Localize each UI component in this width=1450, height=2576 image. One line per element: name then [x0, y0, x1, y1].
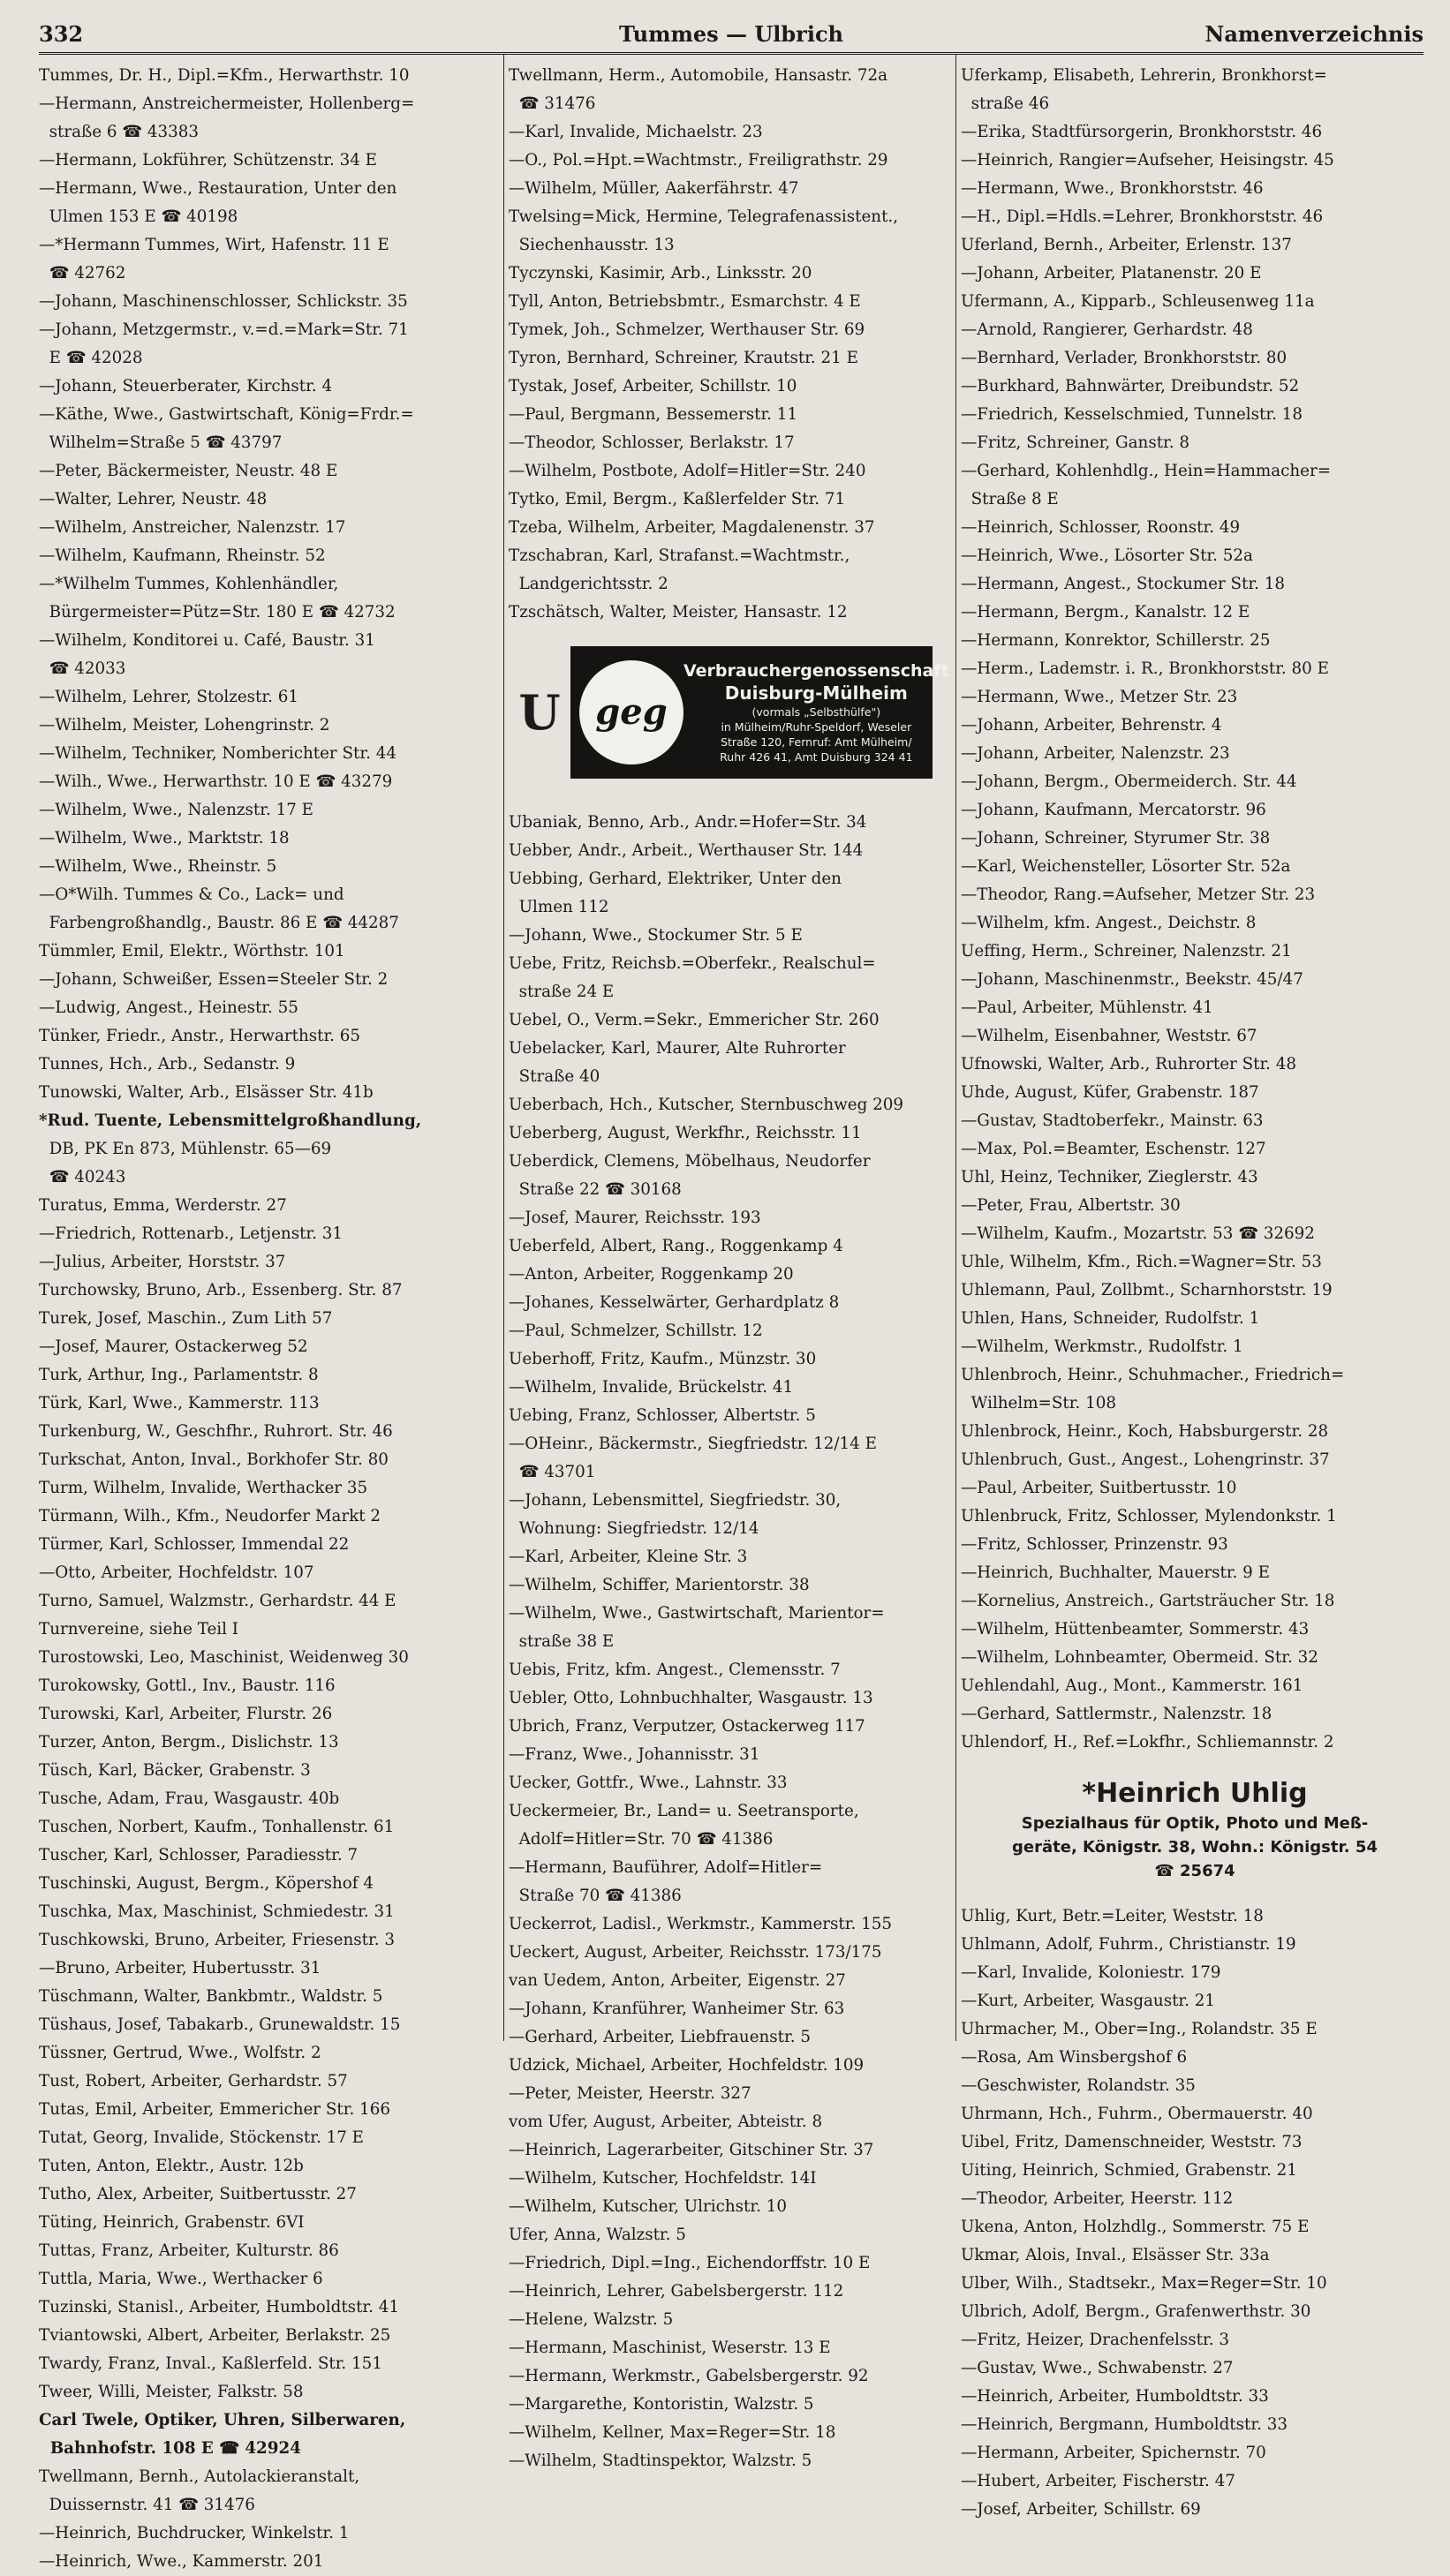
directory-entry: Uecker, Gottfr., Wwe., Lahnstr. 33: [509, 1774, 788, 1792]
directory-entry: —Josef, Arbeiter, Schillstr. 69: [961, 2500, 1201, 2519]
directory-entry: —Johann, Steuerberater, Kirchstr. 4: [39, 377, 333, 395]
directory-entry: Ulmen 153 E ☎ 40198: [39, 207, 238, 226]
directory-entry: —Paul, Arbeiter, Suitbertusstr. 10: [961, 1479, 1237, 1497]
directory-entry: Tunnes, Hch., Arb., Sedanstr. 9: [39, 1055, 296, 1073]
directory-entry: Tust, Robert, Arbeiter, Gerhardstr. 57: [39, 2072, 348, 2090]
directory-entry: straße 24 E: [509, 983, 615, 1001]
directory-entry: —Johann, Metzgermstr., v.=d.=Mark=Str. 71: [39, 320, 409, 339]
directory-entry: Tytko, Emil, Bergm., Kaßlerfelder Str. 71: [509, 490, 846, 508]
directory-entry: —OHeinr., Bäckermstr., Siegfriedstr. 12/14 E: [509, 1435, 877, 1453]
ad-name: *Heinrich Uhlig: [1082, 1778, 1308, 1809]
directory-entry: Turchowsky, Bruno, Arb., Essenberg. Str. 87: [39, 1281, 403, 1299]
directory-entry: Türmer, Karl, Schlosser, Immendal 22: [39, 1535, 350, 1554]
directory-entry: Turm, Wilhelm, Invalide, Werthacker 35: [39, 1479, 368, 1497]
directory-entry: Uhlendorf, H., Ref.=Lokfhr., Schliemannstr. 2: [961, 1733, 1334, 1751]
directory-entry: —Wilh., Wwe., Herwarthstr. 10 E ☎ 43279: [39, 772, 393, 791]
directory-entry: Twellmann, Bernh., Autolackieranstalt,: [39, 2467, 360, 2486]
directory-entry: —Paul, Arbeiter, Mühlenstr. 41: [961, 998, 1213, 1017]
directory-entry: Uebber, Andr., Arbeit., Werthauser Str. 144: [509, 841, 864, 860]
directory-entry: Uhde, August, Küfer, Grabenstr. 187: [961, 1083, 1259, 1102]
directory-entry: Uebler, Otto, Lohnbuchhalter, Wasgaustr. 13: [509, 1689, 873, 1707]
directory-entry: —Geschwister, Rolandstr. 35: [961, 2076, 1196, 2095]
directory-entry: ☎ 42033: [39, 659, 126, 678]
directory-entry: Uiting, Heinrich, Schmied, Grabenstr. 21: [961, 2161, 1297, 2180]
section-title: Namenverzeichnis: [1205, 21, 1424, 47]
directory-entry: vom Ufer, August, Arbeiter, Abteistr. 8: [509, 2113, 823, 2131]
directory-entry: —Hermann, Angest., Stockumer Str. 18: [961, 575, 1285, 593]
directory-entry: Uhl, Heinz, Techniker, Zieglerstr. 43: [961, 1168, 1258, 1186]
directory-entry: Bahnhofstr. 108 E ☎ 42924: [39, 2439, 301, 2458]
directory-entry: Ueckermeier, Br., Land= u. Seetransporte,: [509, 1802, 859, 1820]
directory-entry: Ueberdick, Clemens, Möbelhaus, Neudorfer: [509, 1152, 871, 1171]
directory-entry: —Erika, Stadtfürsorgerin, Bronkhorststr. 46: [961, 123, 1323, 141]
directory-entry: —Julius, Arbeiter, Horststr. 37: [39, 1253, 286, 1271]
directory-entry: Ufermann, A., Kipparb., Schleusenweg 11a: [961, 292, 1315, 311]
directory-entry: —Wilhelm, Postbote, Adolf=Hitler=Str. 240: [509, 462, 866, 480]
directory-entry: —Rosa, Am Winsbergshof 6: [961, 2048, 1188, 2067]
directory-entry: Tuschkowski, Bruno, Arbeiter, Friesenstr. 3: [39, 1931, 395, 1949]
directory-entry: Türk, Karl, Wwe., Kammerstr. 113: [39, 1394, 320, 1412]
directory-entry: ☎ 43701: [509, 1463, 596, 1481]
directory-entry: —Heinrich, Wwe., Kammerstr. 201: [39, 2552, 324, 2571]
directory-entry: —Franz, Wwe., Johannisstr. 31: [509, 1745, 760, 1764]
directory-entry: Tzeba, Wilhelm, Arbeiter, Magdalenenstr. 37: [509, 518, 875, 537]
directory-entry: —Gustav, Stadtoberfekr., Mainstr. 63: [961, 1111, 1264, 1130]
directory-entry: —Helene, Walzstr. 5: [509, 2310, 674, 2329]
directory-entry: Ulber, Wilh., Stadtsekr., Max=Reger=Str. 10: [961, 2274, 1327, 2293]
directory-entry: E ☎ 42028: [39, 349, 143, 367]
directory-entry: —Johann, Schreiner, Styrumer Str. 38: [961, 829, 1271, 847]
directory-entry: Adolf=Hitler=Str. 70 ☎ 41386: [509, 1830, 774, 1849]
ad-formerly: (vormals „Selbsthülfe"): [751, 705, 881, 719]
directory-entry: —Otto, Arbeiter, Hochfeldstr. 107: [39, 1563, 314, 1582]
directory-entry: Udzick, Michael, Arbeiter, Hochfeldstr. 109: [509, 2056, 865, 2075]
entry-list: [39, 62, 498, 2576]
directory-entry: —Wilhelm, Eisenbahner, Weststr. 67: [961, 1027, 1257, 1045]
ad-line: Ruhr 426 41, Amt Duisburg 324 41: [720, 750, 913, 764]
directory-entry: Duissernstr. 41 ☎ 31476: [39, 2496, 255, 2514]
directory-entry: —Heinrich, Bergmann, Humboldtstr. 33: [961, 2415, 1288, 2434]
directory-entry: Tuschinski, August, Bergm., Köpershof 4: [39, 1874, 374, 1893]
directory-entry: —Hermann, Maschinist, Weserstr. 13 E: [509, 2339, 831, 2357]
directory-entry: Tuschen, Norbert, Kaufm., Tonhallenstr. 61: [39, 1818, 395, 1836]
directory-entry: —Hermann, Bauführer, Adolf=Hitler=: [509, 1858, 823, 1877]
directory-entry: —Wilhelm, Kaufm., Mozartstr. 53 ☎ 32692: [961, 1224, 1315, 1243]
directory-entry: Tummes, Dr. H., Dipl.=Kfm., Herwarthstr. 10: [39, 66, 410, 85]
directory-entry: Tuzinski, Stanisl., Arbeiter, Humboldtstr. 41: [39, 2298, 400, 2316]
directory-entry: Uhlenbruck, Fritz, Schlosser, Mylendonkstr. 1: [961, 1507, 1337, 1525]
directory-entry: —Fritz, Schlosser, Prinzenstr. 93: [961, 1535, 1228, 1554]
directory-entry: —Johann, Wwe., Stockumer Str. 5 E: [509, 926, 803, 945]
directory-entry: Ukmar, Alois, Inval., Elsässer Str. 33a: [961, 2246, 1270, 2264]
directory-entry: —Johann, Schweißer, Essen=Steeler Str. 2: [39, 970, 389, 989]
directory-entry: —Heinrich, Arbeiter, Humboldtstr. 33: [961, 2387, 1269, 2406]
directory-entry: Farbengroßhandlg., Baustr. 86 E ☎ 44287: [39, 914, 399, 932]
directory-entry: Ueffing, Herm., Schreiner, Nalenzstr. 21: [961, 942, 1292, 960]
directory-entry: Straße 40: [509, 1067, 600, 1086]
directory-entry: Tviantowski, Albert, Arbeiter, Berlakstr. 25: [39, 2326, 391, 2345]
directory-entry: —Johann, Arbeiter, Behrenstr. 4: [961, 716, 1222, 734]
directory-entry: Ubaniak, Benno, Arb., Andr.=Hofer=Str. 34: [509, 813, 867, 832]
directory-entry: Turzer, Anton, Bergm., Dislichstr. 13: [39, 1733, 339, 1751]
directory-entry: Uferkamp, Elisabeth, Lehrerin, Bronkhorst=: [961, 66, 1327, 85]
directory-entry: —Peter, Frau, Albertstr. 30: [961, 1196, 1181, 1215]
directory-entry: Turno, Samuel, Walzmstr., Gerhardstr. 44 E: [39, 1592, 396, 1610]
directory-entry: Straße 70 ☎ 41386: [509, 1887, 682, 1905]
directory-entry: Tuschka, Max, Maschinist, Schmiedestr. 31: [39, 1902, 395, 1921]
directory-entry: Ufnowski, Walter, Arb., Ruhrorter Str. 48: [961, 1055, 1297, 1073]
directory-entry: —Paul, Bergmann, Bessemerstr. 11: [509, 405, 798, 424]
directory-entry: —Heinrich, Schlosser, Roonstr. 49: [961, 518, 1241, 537]
directory-entry: —Wilhelm, Anstreicher, Nalenzstr. 17: [39, 518, 346, 537]
directory-entry: Tümmler, Emil, Elektr., Wörthstr. 101: [39, 942, 345, 960]
directory-entry: —Heinrich, Buchdrucker, Winkelstr. 1: [39, 2524, 350, 2542]
directory-entry: —Hermann, Wwe., Metzer Str. 23: [961, 688, 1238, 706]
directory-entry: —Heinrich, Lehrer, Gabelsbergerstr. 112: [509, 2282, 844, 2301]
directory-entry: —Wilhelm, Wwe., Rheinstr. 5: [39, 857, 277, 876]
directory-entry: Uebe, Fritz, Reichsb.=Oberfekr., Realschul=: [509, 954, 876, 973]
directory-entry: —Hermann, Bergm., Kanalstr. 12 E: [961, 603, 1250, 621]
directory-entry: Landgerichtsstr. 2: [509, 575, 668, 593]
directory-entry: —Fritz, Schreiner, Ganstr. 8: [961, 433, 1190, 452]
directory-entry: Turatus, Emma, Werderstr. 27: [39, 1196, 287, 1215]
directory-entry: Ueberberg, August, Werkfhr., Reichsstr. 11: [509, 1124, 862, 1142]
directory-entry: Uhlig, Kurt, Betr.=Leiter, Weststr. 18: [961, 1907, 1264, 1925]
directory-entry: Tusche, Adam, Frau, Wasgaustr. 40b: [39, 1789, 340, 1808]
directory-entry: Tzschabran, Karl, Strafanst.=Wachtmstr.,: [509, 546, 850, 565]
directory-entry: —Wilhelm, kfm. Angest., Deichstr. 8: [961, 914, 1257, 932]
directory-entry: —Johann, Kaufmann, Mercatorstr. 96: [961, 801, 1266, 819]
directory-entry: Türmann, Wilh., Kfm., Neudorfer Markt 2: [39, 1507, 381, 1525]
geg-logo: [579, 660, 683, 765]
directory-entry: —Wilhelm, Stadtinspektor, Walzstr. 5: [509, 2452, 812, 2470]
directory-entry: —Theodor, Rang.=Aufseher, Metzer Str. 23: [961, 885, 1316, 904]
directory-entry: Tyczynski, Kasimir, Arb., Linksstr. 20: [509, 264, 812, 282]
directory-entry: straße 38 E: [509, 1632, 615, 1651]
directory-entry: Twelsing=Mick, Hermine, Telegrafenassistent.,: [509, 207, 899, 226]
ad-line: Straße 120, Fernruf: Amt Mülheim/: [721, 735, 912, 749]
directory-entry: ☎ 42762: [39, 264, 126, 282]
column-1: [39, 62, 498, 2571]
directory-entry: van Uedem, Anton, Arbeiter, Eigenstr. 27: [509, 1971, 846, 1990]
ad-text: [683, 660, 949, 765]
directory-entry: —Wilhelm, Hüttenbeamter, Sommerstr. 43: [961, 1620, 1310, 1638]
directory-entry: —Bruno, Arbeiter, Hubertusstr. 31: [39, 1959, 321, 1977]
directory-entry: Tüting, Heinrich, Grabenstr. 6VI: [39, 2213, 305, 2232]
directory-entry: Straße 8 E: [961, 490, 1059, 508]
directory-entry: —Wilhelm, Kutscher, Ulrichstr. 10: [509, 2197, 787, 2216]
directory-entry: Ufer, Anna, Walzstr. 5: [509, 2226, 686, 2244]
directory-entry: Ulbrich, Adolf, Bergm., Grafenwerthstr. 30: [961, 2302, 1311, 2321]
directory-entry: Tüsch, Karl, Bäcker, Grabenstr. 3: [39, 1761, 311, 1780]
directory-entry: —Wilhelm, Wwe., Nalenzstr. 17 E: [39, 801, 313, 819]
directory-entry: Uebelacker, Karl, Maurer, Alte Ruhrorter: [509, 1039, 846, 1058]
directory-entry: Ueberhoff, Fritz, Kaufm., Münzstr. 30: [509, 1350, 817, 1368]
directory-entry: —Wilhelm, Invalide, Brückelstr. 41: [509, 1378, 794, 1397]
directory-entry: Siechenhausstr. 13: [509, 236, 675, 254]
directory-entry: —Hermann, Konrektor, Schillerstr. 25: [961, 631, 1271, 650]
directory-entry: Uhlenbrock, Heinr., Koch, Habsburgerstr. 28: [961, 1422, 1329, 1441]
directory-entry: —Josef, Maurer, Ostackerweg 52: [39, 1337, 308, 1356]
directory-entry: Uhle, Wilhelm, Kfm., Rich.=Wagner=Str. 53: [961, 1253, 1322, 1271]
directory-entry: —Max, Pol.=Beamter, Eschenstr. 127: [961, 1140, 1266, 1158]
directory-entry: —Wilhelm, Techniker, Nomberichter Str. 44: [39, 744, 396, 763]
directory-entry: —Wilhelm, Schiffer, Marientorstr. 38: [509, 1576, 810, 1594]
directory-entry: —Wilhelm, Kutscher, Hochfeldstr. 14I: [509, 2169, 817, 2188]
directory-entry: Uebing, Franz, Schlosser, Albertstr. 5: [509, 1406, 816, 1425]
directory-entry: Uehlendahl, Aug., Mont., Kammerstr. 161: [961, 1676, 1303, 1695]
directory-entry: —Theodor, Schlosser, Berlakstr. 17: [509, 433, 795, 452]
directory-entry: Straße 22 ☎ 30168: [509, 1180, 682, 1199]
directory-entry: Tüshaus, Josef, Tabakarb., Grunewaldstr. 15: [39, 2015, 401, 2034]
directory-entry: Tüschmann, Walter, Bankbmtr., Waldstr. 5: [39, 1987, 383, 2006]
directory-entry: —Johann, Arbeiter, Platanenstr. 20 E: [961, 264, 1262, 282]
directory-entry: —Wilhelm, Kellner, Max=Reger=Str. 18: [509, 2423, 836, 2442]
directory-entry: Tzschätsch, Walter, Meister, Hansastr. 12: [509, 603, 848, 621]
directory-entry: —Johanes, Kesselwärter, Gerhardplatz 8: [509, 1293, 840, 1312]
ad-line: Spezialhaus für Optik, Photo und Meß-: [1021, 1814, 1369, 1833]
directory-entry: —Theodor, Arbeiter, Heerstr. 112: [961, 2189, 1234, 2208]
directory-entry: Turkschat, Anton, Inval., Borkhofer Str. 80: [39, 1450, 389, 1469]
directory-entry: —Herm., Lademstr. i. R., Bronkhorststr. 80 E: [961, 659, 1329, 678]
page-header: [39, 16, 1424, 55]
directory-entry: —Burkhard, Bahnwärter, Dreibundstr. 52: [961, 377, 1300, 395]
directory-entry: —Friedrich, Dipl.=Ing., Eichendorffstr. 10 E: [509, 2254, 871, 2272]
directory-entry: Turek, Josef, Maschin., Zum Lith 57: [39, 1309, 333, 1328]
section-letter: U: [518, 684, 561, 741]
directory-entry: Uebis, Fritz, kfm. Angest., Clemensstr. 7: [509, 1661, 841, 1679]
directory-entry: —Wilhelm, Lehrer, Stolzestr. 61: [39, 688, 298, 706]
directory-entry: —Hermann, Lokführer, Schützenstr. 34 E: [39, 151, 378, 169]
directory-entry: Turnvereine, siehe Teil I: [39, 1620, 239, 1638]
directory-entry: —Josef, Maurer, Reichsstr. 193: [509, 1209, 761, 1227]
directory-entry: —Heinrich, Rangier=Aufseher, Heisingstr. 45: [961, 151, 1334, 169]
directory-entry: Turk, Arthur, Ing., Parlamentstr. 8: [39, 1366, 319, 1384]
directory-entry: *Rud. Tuente, Lebensmittelgroßhandlung,: [39, 1111, 422, 1130]
directory-entry: —Heinrich, Wwe., Lösorter Str. 52a: [961, 546, 1253, 565]
directory-entry: —Wilhelm, Kaufmann, Rheinstr. 52: [39, 546, 326, 565]
directory-entry: —O., Pol.=Hpt.=Wachtmstr., Freiligrathstr. 29: [509, 151, 888, 169]
directory-entry: Wilhelm=Str. 108: [961, 1394, 1116, 1412]
directory-entry: —Wilhelm, Lohnbeamter, Obermeid. Str. 32: [961, 1648, 1318, 1667]
directory-entry: Uferland, Bernh., Arbeiter, Erlenstr. 137: [961, 236, 1292, 254]
directory-entry: Uhlenbruch, Gust., Angest., Lohengrinstr. 37: [961, 1450, 1330, 1469]
directory-entry: —Karl, Weichensteller, Lösorter Str. 52a: [961, 857, 1291, 876]
directory-entry: Carl Twele, Optiker, Uhren, Silberwaren,: [39, 2411, 406, 2429]
directory-entry: Turokowsky, Gottl., Inv., Baustr. 116: [39, 1676, 336, 1695]
directory-entry: —Friedrich, Kesselschmied, Tunnelstr. 18: [961, 405, 1303, 424]
page-title: Tummes — Ulbrich: [618, 21, 844, 47]
directory-entry: straße 46: [961, 94, 1050, 113]
directory-entry: —H., Dipl.=Hdls.=Lehrer, Bronkhorststr. 46: [961, 207, 1324, 226]
directory-entry: Tutas, Emil, Arbeiter, Emmericher Str. 166: [39, 2100, 390, 2119]
directory-entry: Tuttas, Franz, Arbeiter, Kulturstr. 86: [39, 2241, 339, 2260]
directory-entry: —Heinrich, Buchhalter, Mauerstr. 9 E: [961, 1563, 1270, 1582]
directory-entry: —Käthe, Wwe., Gastwirtschaft, König=Frdr.=: [39, 405, 414, 424]
directory-entry: —Anton, Arbeiter, Roggenkamp 20: [509, 1265, 794, 1284]
directory-entry: Tymek, Joh., Schmelzer, Werthauser Str. 69: [509, 320, 865, 339]
ad-box: [570, 646, 949, 779]
directory-entry: Ueberbach, Hch., Kutscher, Sternbuschweg 209: [509, 1096, 903, 1114]
directory-entry: —Hermann, Wwe., Restauration, Unter den: [39, 179, 397, 198]
directory-entry: Uebbing, Gerhard, Elektriker, Unter den: [509, 870, 842, 888]
directory-entry: Tutat, Georg, Invalide, Stöckenstr. 17 E: [39, 2128, 365, 2147]
column-divider: [503, 55, 504, 2041]
directory-entry: DB, PK En 873, Mühlenstr. 65—69: [39, 1140, 332, 1158]
directory-entry: Tutho, Alex, Arbeiter, Suitbertusstr. 27: [39, 2185, 357, 2203]
directory-entry: —Gerhard, Kohlenhdlg., Hein=Hammacher=: [961, 462, 1332, 480]
directory-entry: Tyron, Bernhard, Schreiner, Krautstr. 21 E: [509, 349, 858, 367]
directory-entry: —Karl, Invalide, Koloniestr. 179: [961, 1963, 1221, 1982]
directory-entry: —*Wilhelm Tummes, Kohlenhändler,: [39, 575, 339, 593]
logo-text: geg: [595, 691, 668, 733]
directory-entry: —Kornelius, Anstreich., Gartsträucher Str. 18: [961, 1592, 1335, 1610]
cooperative-advertisement: [509, 646, 957, 779]
directory-entry: Wohnung: Siegfriedstr. 12/14: [509, 1519, 759, 1538]
directory-entry: —Karl, Arbeiter, Kleine Str. 3: [509, 1548, 748, 1566]
directory-entry: —Hermann, Werkmstr., Gabelsbergerstr. 92: [509, 2367, 869, 2385]
directory-entry: Tunowski, Walter, Arb., Elsässer Str. 41b: [39, 1083, 374, 1102]
directory-entry: —Paul, Schmelzer, Schillstr. 12: [509, 1322, 763, 1340]
directory-entry: —Ludwig, Angest., Heinestr. 55: [39, 998, 298, 1017]
directory-entry: —Wilhelm, Müller, Aakerfährstr. 47: [509, 179, 799, 198]
entry-list: [961, 62, 1429, 1757]
directory-entry: —Peter, Meister, Heerstr. 327: [509, 2084, 751, 2103]
directory-entry: —Peter, Bäckermeister, Neustr. 48 E: [39, 462, 338, 480]
page-number: 332: [39, 21, 84, 47]
directory-entry: —Gustav, Wwe., Schwabenstr. 27: [961, 2359, 1234, 2377]
directory-entry: —Wilhelm, Wwe., Gastwirtschaft, Marientor=: [509, 1604, 885, 1623]
directory-entry: Uhlenbroch, Heinr., Schuhmacher., Friedrich=: [961, 1366, 1345, 1384]
directory-entry: —Johann, Bergm., Obermeiderch. Str. 44: [961, 772, 1297, 791]
directory-entry: —Walter, Lehrer, Neustr. 48: [39, 490, 268, 508]
directory-entry: Tünker, Friedr., Anstr., Herwarthstr. 65: [39, 1027, 361, 1045]
directory-entry: Twellmann, Herm., Automobile, Hansastr. 72a: [509, 66, 888, 85]
directory-entry: Ulmen 112: [509, 898, 609, 916]
ad-subtitle: Duisburg-Mülheim: [724, 682, 908, 704]
directory-entry: Turostowski, Leo, Maschinist, Weidenweg 30: [39, 1648, 409, 1667]
directory-entry: —Karl, Invalide, Michaelstr. 23: [509, 123, 763, 141]
directory-entry: Uhrmann, Hch., Fuhrm., Obermauerstr. 40: [961, 2105, 1313, 2123]
directory-entry: Ubrich, Franz, Verputzer, Ostackerweg 117: [509, 1717, 865, 1736]
ad-title: Verbrauchergenossenschaft: [683, 661, 949, 681]
directory-entry: ☎ 31476: [509, 94, 596, 113]
entry-list: [961, 1902, 1429, 2524]
directory-entry: —Arnold, Rangierer, Gerhardstr. 48: [961, 320, 1253, 339]
directory-entry: —Gerhard, Sattlermstr., Nalenzstr. 18: [961, 1705, 1273, 1723]
directory-entry: Tweer, Willi, Meister, Falkstr. 58: [39, 2383, 304, 2401]
directory-entry: —Johann, Lebensmittel, Siegfriedstr. 30,: [509, 1491, 842, 1510]
directory-entry: —Johann, Maschinenschlosser, Schlickstr. 35: [39, 292, 408, 311]
directory-entry: —Friedrich, Rottenarb., Letjenstr. 31: [39, 1224, 344, 1243]
directory-entry: straße 6 ☎ 43383: [39, 123, 200, 141]
directory-entry: —Wilhelm, Meister, Lohengrinstr. 2: [39, 716, 330, 734]
directory-entry: —*Hermann Tummes, Wirt, Hafenstr. 11 E: [39, 236, 389, 254]
directory-entry: —O*Wilh. Tummes & Co., Lack= und: [39, 885, 344, 904]
directory-entry: —Heinrich, Lagerarbeiter, Gitschiner Str. 37: [509, 2141, 874, 2159]
directory-entry: Turowski, Karl, Arbeiter, Flurstr. 26: [39, 1705, 333, 1723]
directory-entry: —Hubert, Arbeiter, Fischerstr. 47: [961, 2472, 1235, 2490]
directory-entry: —Gerhard, Arbeiter, Liebfrauenstr. 5: [509, 2028, 811, 2046]
directory-entry: —Kurt, Arbeiter, Wasgaustr. 21: [961, 1992, 1216, 2010]
ad-line: ☎ 25674: [1154, 1862, 1235, 1880]
directory-entry: Uibel, Fritz, Damenschneider, Weststr. 73: [961, 2133, 1303, 2151]
directory-entry: —Fritz, Heizer, Drachenfelsstr. 3: [961, 2331, 1229, 2349]
ad-line: geräte, Königstr. 38, Wohn.: Königstr. 54: [1012, 1838, 1378, 1857]
directory-entry: Tyll, Anton, Betriebsbmtr., Esmarchstr. 4 E: [509, 292, 861, 311]
directory-entry: —Hermann, Anstreichermeister, Hollenberg=: [39, 94, 415, 113]
directory-entry: —Johann, Maschinenmstr., Beekstr. 45/47: [961, 970, 1303, 989]
column-3: [961, 62, 1429, 2519]
directory-entry: Uebel, O., Verm.=Sekr., Emmericher Str. 260: [509, 1011, 880, 1029]
directory-entry: Tuscher, Karl, Schlosser, Paradiesstr. 7: [39, 1846, 359, 1864]
directory-entry: ☎ 40243: [39, 1168, 126, 1186]
directory-entry: Uhlmann, Adolf, Fuhrm., Christianstr. 19: [961, 1935, 1296, 1954]
directory-entry: —Johann, Kranführer, Wanheimer Str. 63: [509, 2000, 845, 2018]
directory-entry: Tuten, Anton, Elektr., Austr. 12b: [39, 2157, 304, 2175]
directory-entry: Ueckert, August, Arbeiter, Reichsstr. 173/175: [509, 1943, 882, 1962]
directory-entry: Uhlen, Hans, Schneider, Rudolfstr. 1: [961, 1309, 1260, 1328]
directory-entry: Uhlemann, Paul, Zollbmt., Scharnhorststr. 19: [961, 1281, 1333, 1299]
entry-list: [509, 809, 957, 2475]
directory-entry: Uhrmacher, M., Ober=Ing., Rolandstr. 35 E: [961, 2020, 1318, 2038]
directory-entry: Tystak, Josef, Arbeiter, Schillstr. 10: [509, 377, 797, 395]
entry-list: [509, 62, 957, 627]
directory-entry: —Margarethe, Kontoristin, Walzstr. 5: [509, 2395, 814, 2414]
directory-entry: Tüssner, Gertrud, Wwe., Wolfstr. 2: [39, 2044, 321, 2062]
column-2: [509, 62, 957, 2470]
directory-entry: —Hermann, Arbeiter, Spichernstr. 70: [961, 2444, 1266, 2462]
directory-entry: Tuttla, Maria, Wwe., Werthacker 6: [39, 2270, 323, 2288]
directory-entry: Twardy, Franz, Inval., Kaßlerfeld. Str. 151: [39, 2354, 382, 2373]
directory-entry: —Wilhelm, Werkmstr., Rudolfstr. 1: [961, 1337, 1243, 1356]
directory-entry: —Bernhard, Verlader, Bronkhorststr. 80: [961, 349, 1288, 367]
directory-entry: Wilhelm=Straße 5 ☎ 43797: [39, 433, 283, 452]
directory-entry: Bürgermeister=Pütz=Str. 180 E ☎ 42732: [39, 603, 396, 621]
directory-entry: Ueberfeld, Albert, Rang., Roggenkamp 4: [509, 1237, 843, 1255]
directory-entry: —Wilhelm, Wwe., Marktstr. 18: [39, 829, 290, 847]
directory-entry: Ukena, Anton, Holzhdlg., Sommerstr. 75 E: [961, 2218, 1310, 2236]
directory-entry: Ueckerrot, Ladisl., Werkmstr., Kammerstr. 155: [509, 1915, 892, 1933]
directory-entry: Turkenburg, W., Geschfhr., Ruhrort. Str. 46: [39, 1422, 393, 1441]
uhlig-advertisement: [961, 1776, 1429, 1883]
directory-entry: —Wilhelm, Konditorei u. Café, Baustr. 31: [39, 631, 375, 650]
directory-entry: —Hermann, Wwe., Bronkhorststr. 46: [961, 179, 1264, 198]
ad-line: in Mülheim/Ruhr-Speldorf, Weseler: [721, 720, 912, 734]
directory-entry: —Johann, Arbeiter, Nalenzstr. 23: [961, 744, 1230, 763]
